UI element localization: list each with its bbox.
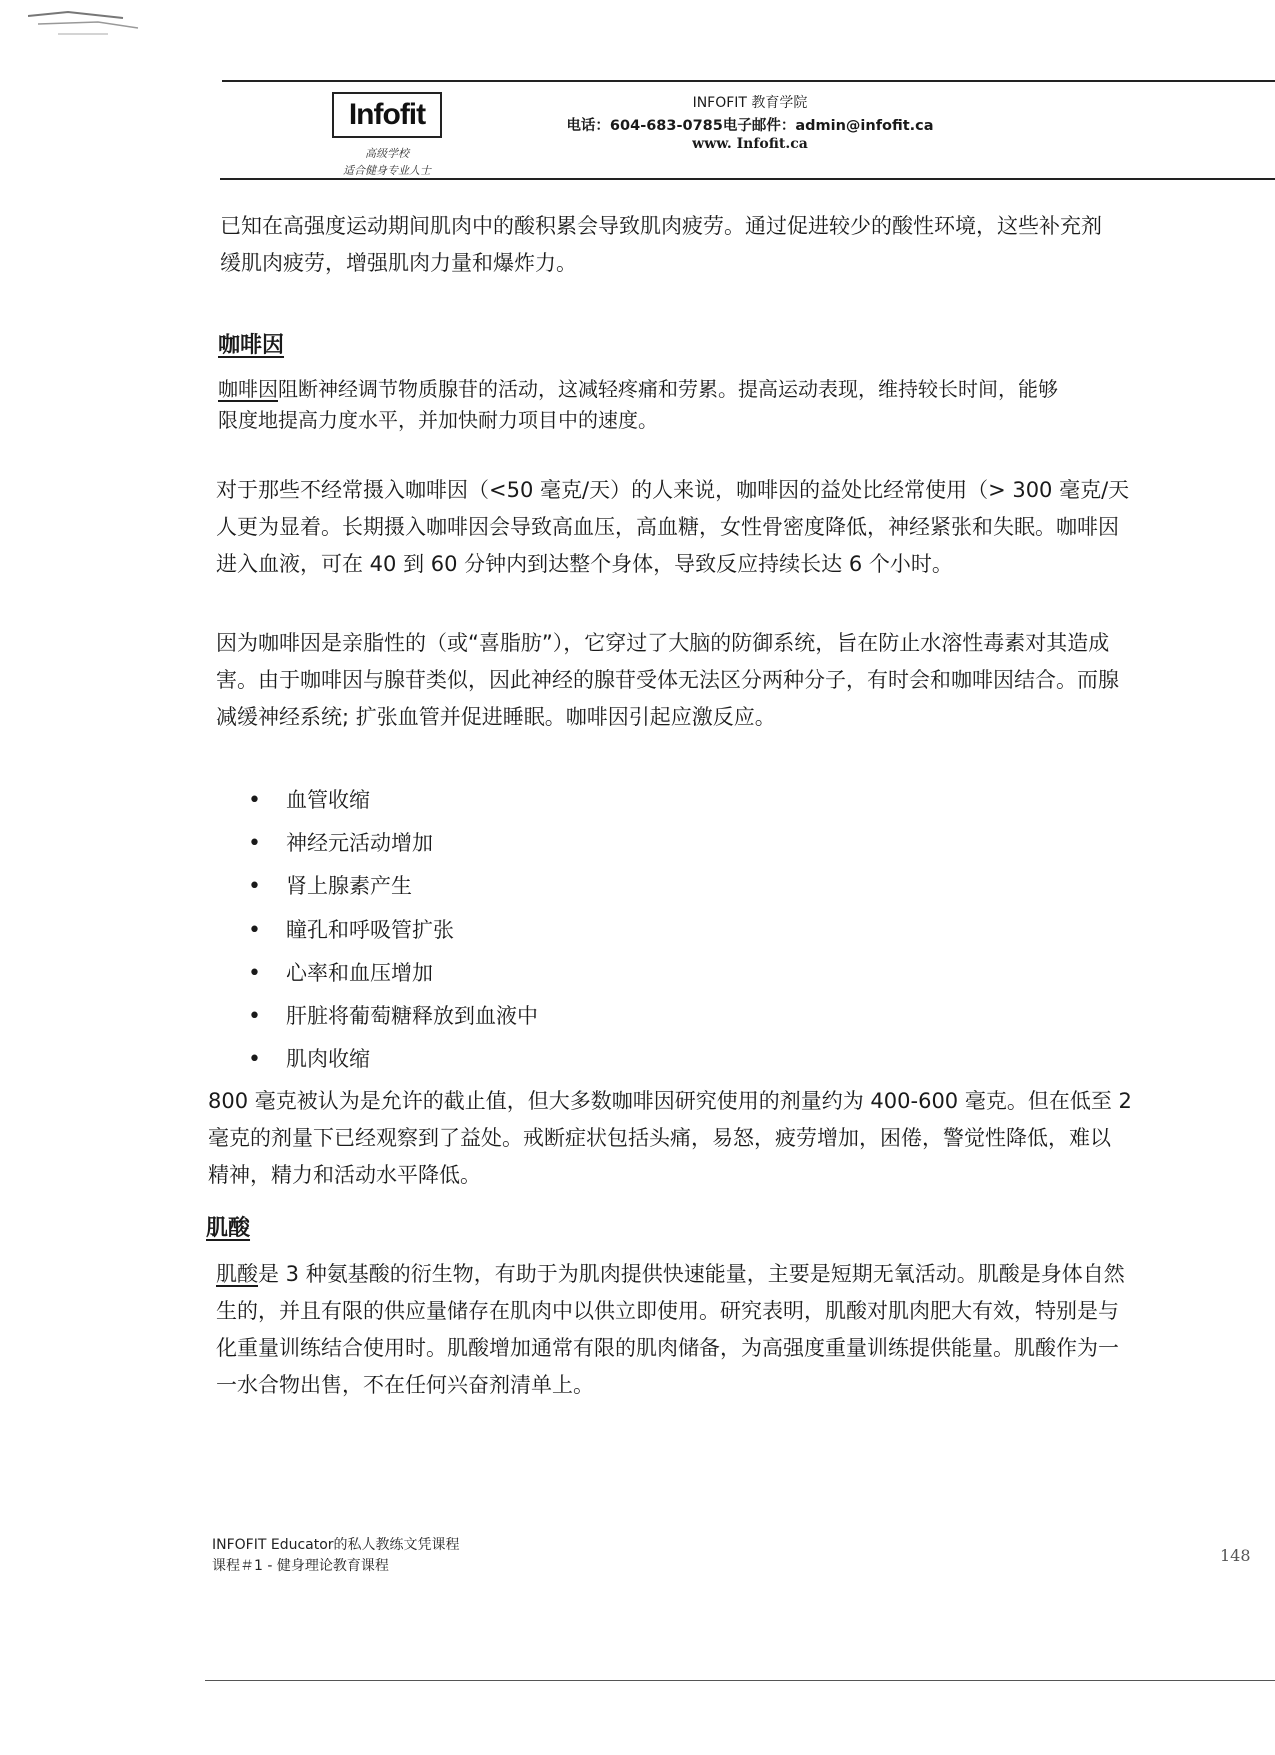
- footer-course-name: INFOFIT Educator的私人教练文凭课程: [212, 1537, 460, 1553]
- text-line: 化重量训练结合使用时。肌酸增加通常有限的肌肉储备，为高强度重量训练提供能量。肌酸作为一: [216, 1336, 1119, 1360]
- institute-name: INFOFIT 教育学院: [692, 95, 808, 111]
- logo-subtitle-school: 高级学校: [365, 147, 409, 160]
- list-item: • 瞳孔和呼吸管扩张: [248, 909, 538, 952]
- list-item: • 血管收缩: [248, 779, 538, 822]
- text-line: 对于那些不经常摄入咖啡因（<50 毫克/天）的人来说，咖啡因的益处比经常使用（> 300 毫克/天: [216, 478, 1130, 502]
- text-line: 精神，精力和活动水平降低。: [208, 1163, 481, 1187]
- caffeine-paragraph-4: [208, 1083, 1132, 1194]
- text-line: 进入血液，可在 40 到 60 分钟内到达整个身体，导致反应持续长达 6 个小时。: [216, 552, 953, 576]
- logo-subtitle-audience: 适合健身专业人士: [343, 164, 431, 177]
- list-item: • 心率和血压增加: [248, 952, 538, 995]
- creatine-paragraph: [216, 1256, 1125, 1404]
- website-url: www. Infofit.ca: [692, 136, 808, 152]
- list-item: • 神经元活动增加: [248, 822, 538, 865]
- list-item: • 肾上腺素产生: [248, 865, 538, 908]
- text-line: 生的，并且有限的供应量储存在肌肉中以供立即使用。研究表明，肌酸对肌肉肥大有效，特别是与: [216, 1299, 1119, 1323]
- term-caffeine: 咖啡因: [218, 377, 278, 401]
- text-line: [216, 1256, 1125, 1293]
- text-line: 缓肌肉疲劳，增强肌肉力量和爆炸力。: [220, 251, 577, 275]
- caffeine-effects-list: [248, 779, 538, 1081]
- text-line: 害。由于咖啡因与腺苷类似，因此神经的腺苷受体无法区分两种分子，有时会和咖啡因结合。而腺: [216, 668, 1119, 692]
- header-rule-bottom: [220, 178, 1275, 180]
- text-line: [218, 374, 1058, 405]
- section-heading-caffeine: 咖啡因: [218, 333, 285, 358]
- text-line: 毫克的剂量下已经观察到了益处。戒断症状包括头痛，易怒，疲劳增加，困倦，警觉性降低，难以: [208, 1126, 1111, 1150]
- scan-artifact-mark: [28, 4, 148, 44]
- text-line: 已知在高强度运动期间肌肉中的酸积累会导致肌肉疲劳。通过促进较少的酸性环境，这些补充剂: [220, 214, 1102, 238]
- page-number: 148: [1220, 1546, 1251, 1565]
- text-line: 800 毫克被认为是允许的截止值，但大多数咖啡因研究使用的剂量约为 400-600 毫克。但在低至 2: [208, 1089, 1132, 1113]
- page-bottom-edge: [205, 1680, 1275, 1681]
- text-span: 是 3 种氨基酸的衍生物，有助于为肌肉提供快速能量，主要是短期无氧活动。肌酸是身体自然: [258, 1262, 1125, 1286]
- text-line: 因为咖啡因是亲脂性的（或“喜脂肪”），它穿过了大脑的防御系统，旨在防止水溶性毒素对其造成: [216, 631, 1110, 655]
- contact-info: 电话：604-683-0785电子邮件：admin@infofit.ca: [566, 118, 934, 134]
- header-rule-top: [222, 80, 1275, 82]
- intro-paragraph: [220, 208, 1102, 282]
- list-item: • 肝脏将葡萄糖释放到血液中: [248, 995, 538, 1038]
- text-span: 阻断神经调节物质腺苷的活动，这减轻疼痛和劳累。提高运动表现，维持较长时间，能够: [278, 377, 1058, 401]
- list-item: • 肌肉收缩: [248, 1038, 538, 1081]
- caffeine-paragraph-1: [218, 374, 1058, 436]
- infofit-logo: [332, 92, 442, 138]
- caffeine-paragraph-3: [216, 625, 1119, 736]
- logo-wordmark: Infofit: [348, 98, 426, 131]
- section-heading-creatine: 肌酸: [206, 1216, 251, 1241]
- text-line: 减缓神经系统; 扩张血管并促进睡眠。咖啡因引起应激反应。: [216, 705, 776, 729]
- footer-course-number: 课程＃1 - 健身理论教育课程: [212, 1558, 389, 1574]
- text-line: 人更为显着。长期摄入咖啡因会导致高血压，高血糖，女性骨密度降低，神经紧张和失眠。咖啡因: [216, 515, 1119, 539]
- text-line: 一水合物出售，不在任何兴奋剂清单上。: [216, 1373, 594, 1397]
- text-line: 限度地提高力度水平，并加快耐力项目中的速度。: [218, 408, 658, 432]
- term-creatine: 肌酸: [216, 1262, 258, 1286]
- caffeine-paragraph-2: [216, 472, 1129, 583]
